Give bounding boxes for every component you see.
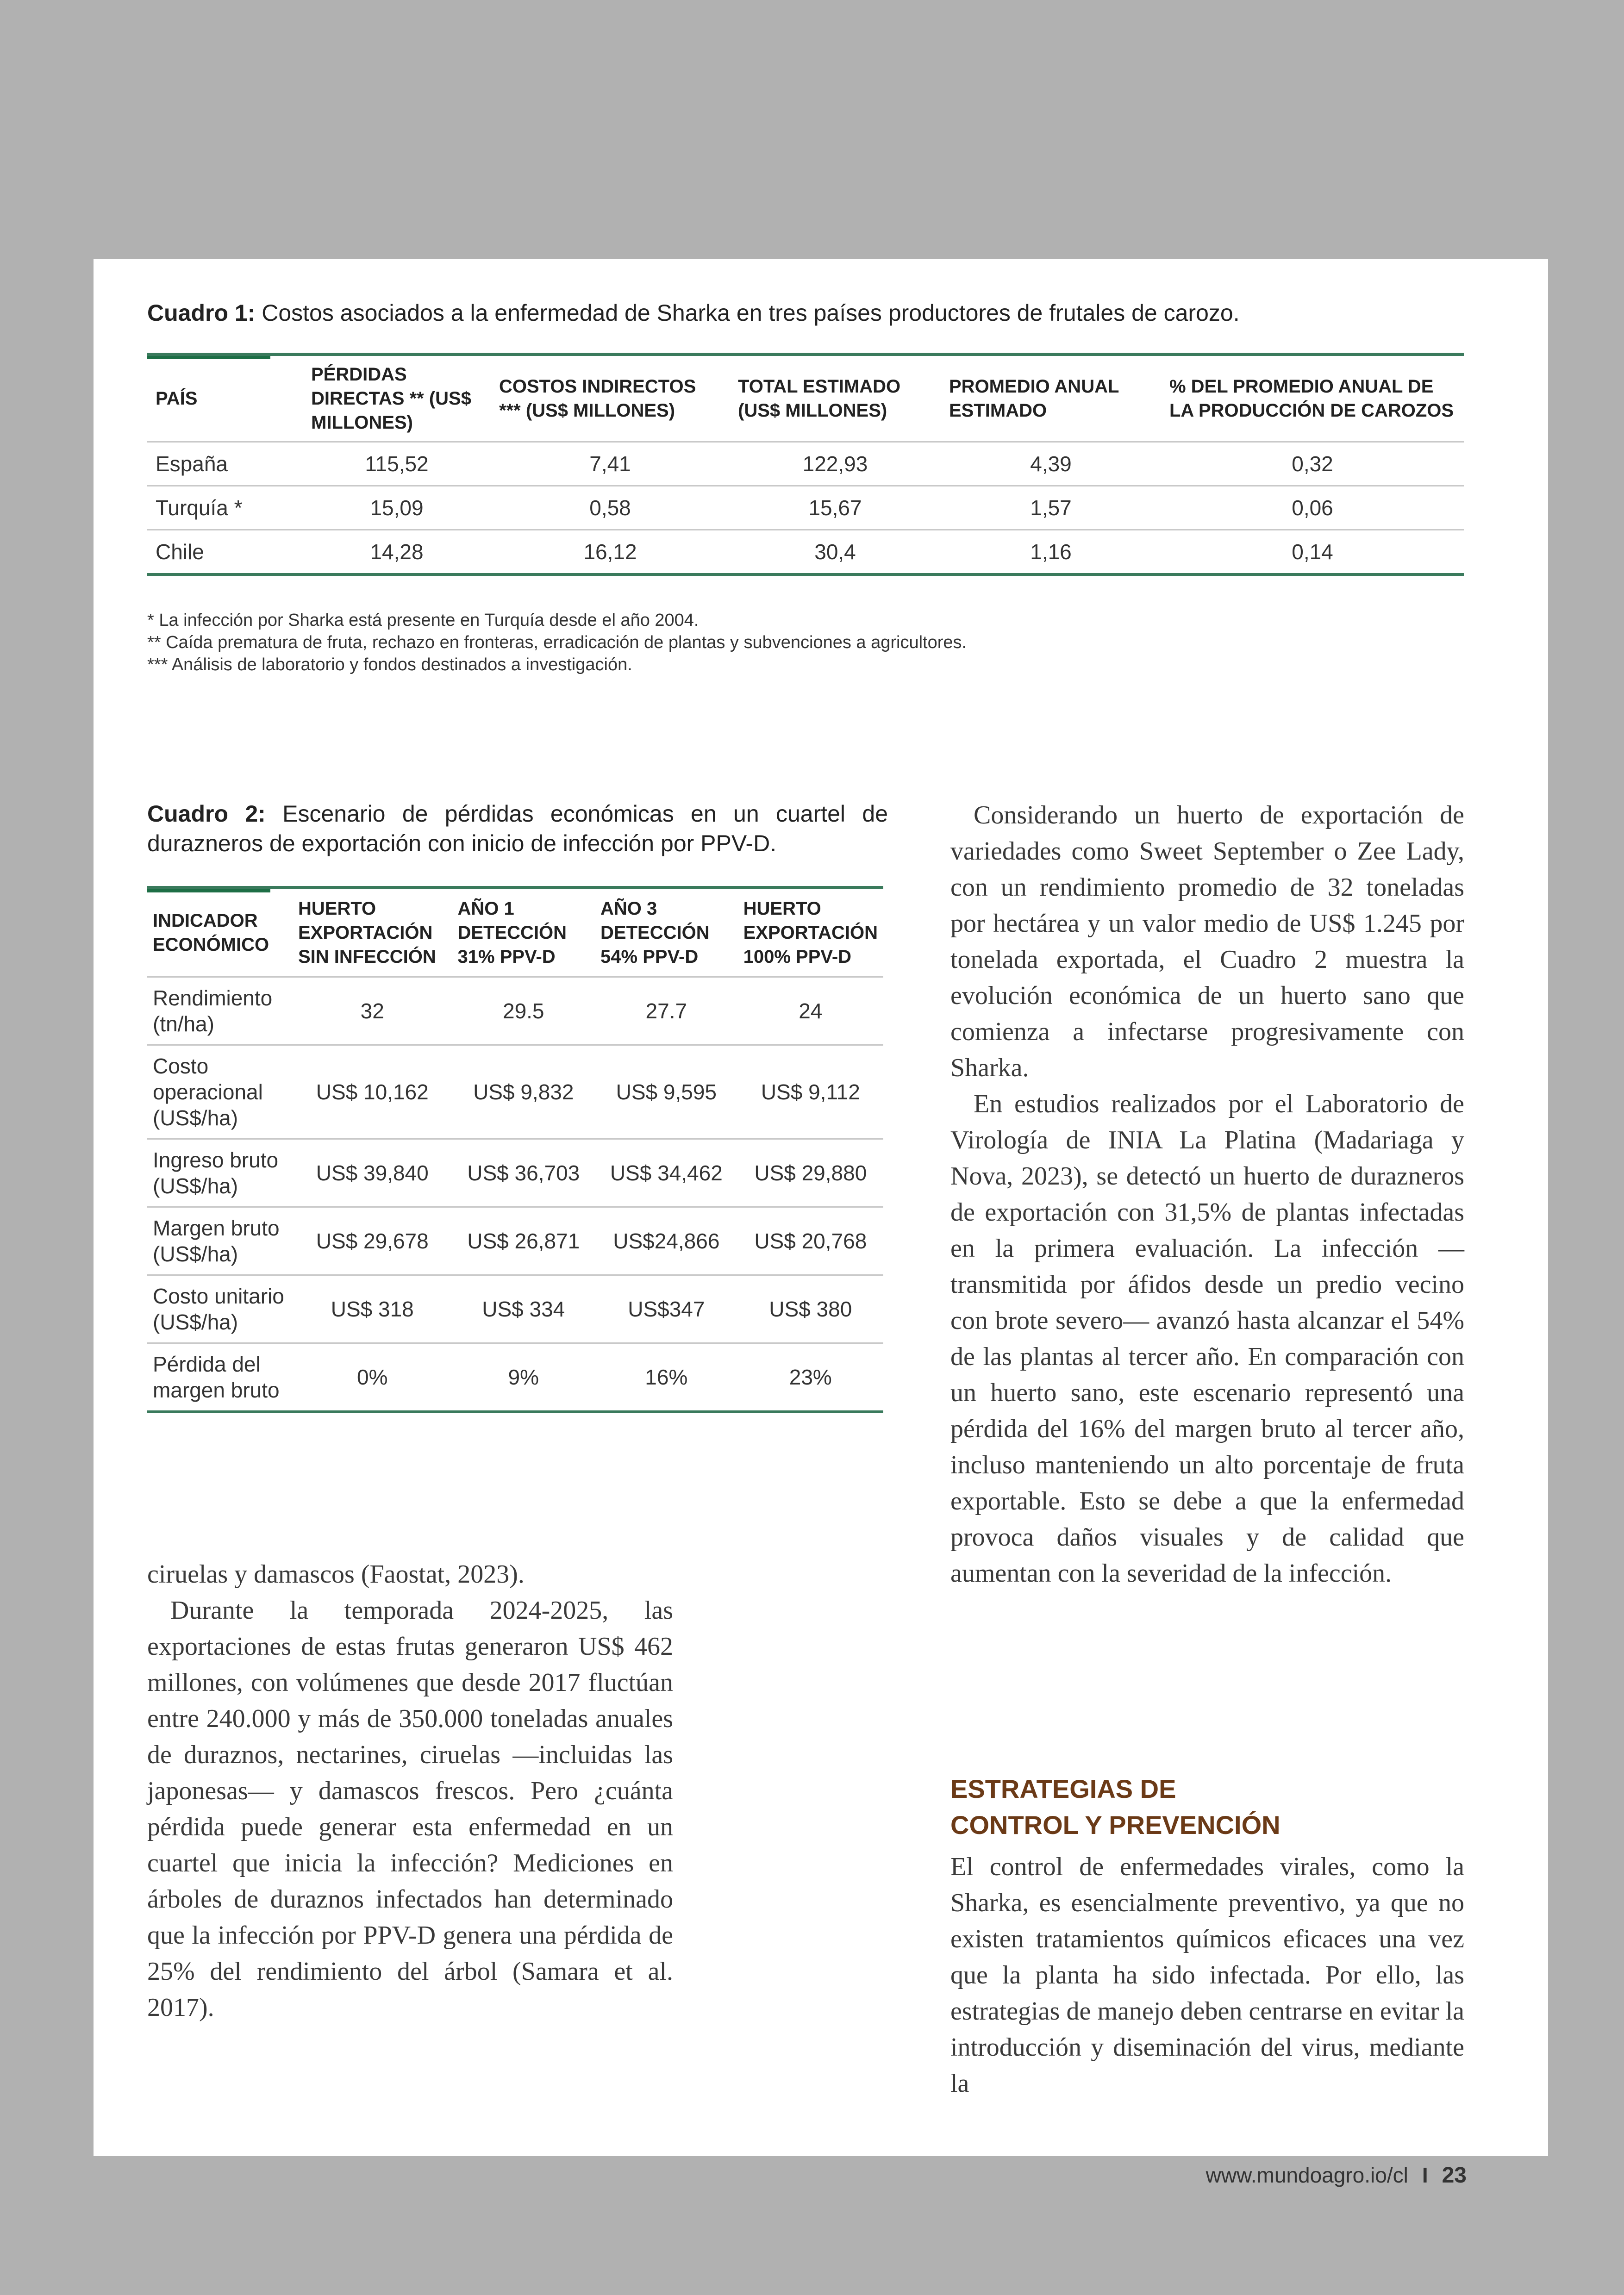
table-row [147, 1139, 883, 1207]
table-cell: 122,93 [730, 442, 941, 486]
table-cell: US$ 34,462 [595, 1139, 738, 1207]
table-cell: 16,12 [491, 530, 730, 575]
table-cell: 15,09 [303, 486, 491, 530]
table1 [147, 353, 1464, 576]
table-cell: US$ 29,678 [293, 1207, 452, 1275]
table2-caption [147, 799, 888, 858]
table1-header-total: TOTAL ESTIMADO (US$ MILLONES) [738, 376, 901, 421]
table-cell: 16% [595, 1343, 738, 1412]
table-cell: US$24,866 [595, 1207, 738, 1275]
table-row [147, 977, 883, 1045]
table-cell: 9% [452, 1343, 595, 1412]
table1-header-annual-average: PROMEDIO ANUAL ESTIMADO [949, 376, 1119, 421]
table-cell: 15,67 [730, 486, 941, 530]
section-heading [950, 1771, 1464, 1843]
page-footer [1206, 2163, 1467, 2188]
table2-header-year1: AÑO 1 DETECCIÓN 31% PPV-D [457, 898, 567, 967]
table-row [147, 1045, 883, 1139]
table2-caption-text: Escenario de pérdidas económicas en un cuartel de durazneros de exportación con inicio de infección por PPV-D. [147, 801, 888, 856]
table-cell: 0,58 [491, 486, 730, 530]
table-cell: 115,52 [303, 442, 491, 486]
paragraph: En estudios realizados por el Laboratorio de Virología de INIA La Platina (Madariaga y Nova, 2023), se detectó un huerto de durazneros de exportación con 31,5% de plantas infectadas en la primera evaluación. La infección —transmitida por áfidos desde un predio vecino con brote severo— avanzó hasta alcanzar el 54% de las plantas al tercer año. En comparación con un huerto sano, este escenario representó una pérdida del 16% del margen bruto al tercer año, incluso manteniendo un alto porcentaje de fruta exportable. Esto se debe a que la enfermedad provoca daños visuales y de calidad que aumentan con la severidad de la infección. [950, 1090, 1464, 1588]
table-cell: Margen bruto (US$/ha) [147, 1207, 293, 1275]
table-row [147, 1207, 883, 1275]
table1-header-percent: % DEL PROMEDIO ANUAL DE LA PRODUCCIÓN DE CAROZOS [1169, 376, 1454, 421]
table-cell: 0,06 [1161, 486, 1464, 530]
table-cell: 32 [293, 977, 452, 1045]
table-cell: 4,39 [941, 442, 1161, 486]
footnote: *** Análisis de laboratorio y fondos destinados a investigación. [147, 655, 632, 674]
paragraph: El control de enfermedades virales, como la Sharka, es esencialmente preventivo, ya que no existen tratamientos químicos eficaces una vez que la planta ha sido infectada. Por ello, las estrategias de manejo deben centrarse en evitar la introducción y diseminación del virus, mediante la [950, 1852, 1464, 2098]
left-column-text [147, 1556, 673, 2026]
page-number: 23 [1442, 2163, 1467, 2188]
table-cell: Costo operacional (US$/ha) [147, 1045, 293, 1139]
right-column-text [950, 797, 1464, 1591]
table-cell: 0% [293, 1343, 452, 1412]
footnote: * La infección por Sharka está presente en Turquía desde el año 2004. [147, 611, 699, 630]
table-row [147, 530, 1464, 575]
paragraph: Considerando un huerto de exportación de variedades como Sweet September o Zee Lady, con un rendimiento promedio de 32 toneladas por hectárea y un valor medio de US$ 1.245 por tonelada exportada, el Cuadro 2 muestra la evolución económica de un huerto sano que comienza a infectarse progresivamente con Sharka. [950, 801, 1464, 1082]
table-cell: Rendimiento (tn/ha) [147, 977, 293, 1045]
table1-header-direct-losses: PÉRDIDAS DIRECTAS ** (US$ MILLONES) [311, 364, 471, 433]
table-cell: 0,14 [1161, 530, 1464, 575]
table-cell: 7,41 [491, 442, 730, 486]
table-cell: US$ 39,840 [293, 1139, 452, 1207]
table-cell: 23% [738, 1343, 883, 1412]
table-cell: US$ 9,595 [595, 1045, 738, 1139]
table1-footnotes [147, 609, 1351, 676]
table-cell: US$ 26,871 [452, 1207, 595, 1275]
table-cell: 27.7 [595, 977, 738, 1045]
table1-header-country: PAÍS [156, 388, 198, 409]
paragraph: ciruelas y damascos (Faostat, 2023). [147, 1560, 525, 1589]
table2-header-indicator: INDICADOR ECONÓMICO [153, 911, 269, 955]
table-cell: 14,28 [303, 530, 491, 575]
table-cell: US$ 20,768 [738, 1207, 883, 1275]
table2-header-full-infection: HUERTO EXPORTACIÓN 100% PPV-D [743, 898, 878, 967]
table-cell: 29.5 [452, 977, 595, 1045]
table-cell: 24 [738, 977, 883, 1045]
table-cell: US$ 380 [738, 1275, 883, 1343]
table-cell: Pérdida del margen bruto [147, 1343, 293, 1412]
table-cell: Ingreso bruto (US$/ha) [147, 1139, 293, 1207]
table-row [147, 1275, 883, 1343]
table2-header-row [147, 888, 883, 977]
footer-url[interactable]: www.mundoagro.io/cl [1206, 2163, 1408, 2187]
table1-header-indirect-costs: COSTOS INDIRECTOS *** (US$ MILLONES) [499, 376, 696, 421]
section-heading-line2: CONTROL Y PREVENCIÓN [950, 1810, 1280, 1840]
table-cell: Turquía * [147, 486, 303, 530]
paragraph: Durante la temporada 2024-2025, las exportaciones de estas frutas generaron US$ 462 millones, con volúmenes que desde 2017 fluctúan entre 240.000 y más de 350.000 toneladas anuales de duraznos, nectarines, ciruelas —incluidas las japonesas— y damascos frescos. Pero ¿cuánta pérdida puede generar esta enfermedad en un cuartel que inicia la infección? Mediciones en árboles de duraznos infectados han determinado que la infección por PPV-D genera una pérdida de 25% del rendimiento del árbol (Samara et al. 2017). [147, 1596, 673, 2022]
table-cell: US$ 334 [452, 1275, 595, 1343]
table-cell: US$ 9,832 [452, 1045, 595, 1139]
table-cell: US$ 29,880 [738, 1139, 883, 1207]
table-cell: España [147, 442, 303, 486]
table-cell: 1,16 [941, 530, 1161, 575]
table2-header-healthy: HUERTO EXPORTACIÓN SIN INFECCIÓN [298, 898, 436, 967]
table-cell: Chile [147, 530, 303, 575]
table-cell: US$ 318 [293, 1275, 452, 1343]
table-cell: 0,32 [1161, 442, 1464, 486]
footer-separator: I [1422, 2163, 1428, 2187]
table-cell: Costo unitario (US$/ha) [147, 1275, 293, 1343]
table-cell: US$ 36,703 [452, 1139, 595, 1207]
footnote: ** Caída prematura de fruta, rechazo en fronteras, erradicación de plantas y subvenciones a agricultores. [147, 633, 967, 652]
table1-header-row [147, 355, 1464, 442]
table-row [147, 486, 1464, 530]
table-cell: 30,4 [730, 530, 941, 575]
table2-caption-label: Cuadro 2: [147, 801, 266, 827]
table-row [147, 1343, 883, 1412]
table1-caption-text: Costos asociados a la enfermedad de Sharka en tres países productores de frutales de carozo. [255, 300, 1240, 326]
table-cell: US$ 9,112 [738, 1045, 883, 1139]
table-row [147, 442, 1464, 486]
table-cell: US$347 [595, 1275, 738, 1343]
table2-header-year3: AÑO 3 DETECCIÓN 54% PPV-D [600, 898, 710, 967]
section-heading-line1: ESTRATEGIAS DE [950, 1774, 1176, 1803]
table-cell: US$ 10,162 [293, 1045, 452, 1139]
section-body-text [950, 1849, 1464, 2102]
table1-caption [147, 298, 1490, 328]
table2 [147, 886, 883, 1413]
table-cell: 1,57 [941, 486, 1161, 530]
table1-caption-label: Cuadro 1: [147, 300, 256, 326]
